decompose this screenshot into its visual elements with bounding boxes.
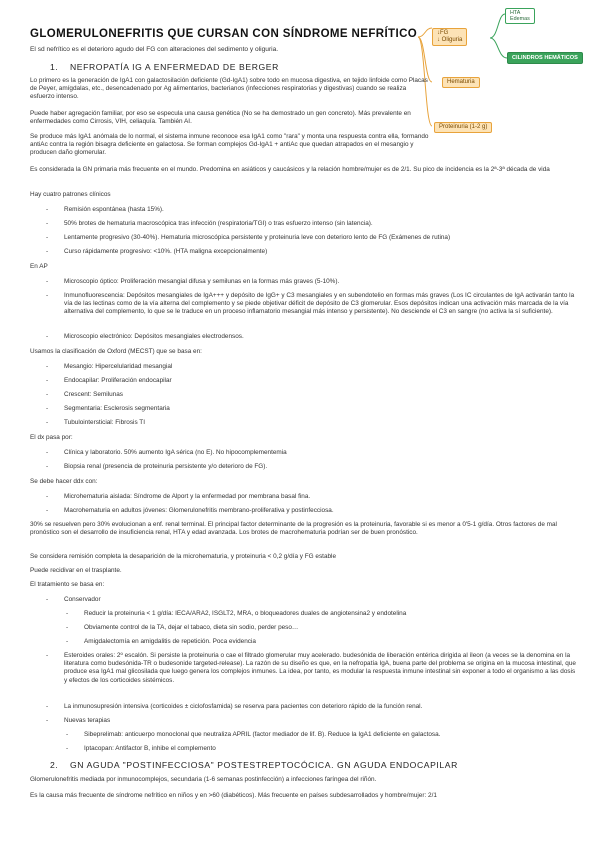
mindmap-node-symptoms <box>505 8 535 24</box>
list-item-text: Macrohematuria en adultos jóvenes: Glomerulonefritis membrano-proliferativa y postinfecciosa. <box>64 507 334 514</box>
list-item-text: Iptacopan: Antifactor B, inhibe el complemento <box>84 745 216 752</box>
mindmap-node-hta-label: HTA <box>510 10 521 16</box>
section-2-heading <box>50 760 458 770</box>
list-item-text: Mesangio: Hipercelularidad mesangial <box>64 363 173 370</box>
list-item: - Reducir la proteinuria < 1 g/día: IECA/ARA2, ISGLT2, MRA, o bloqueadores duales de angiotensina2 y endotelina <box>66 610 576 618</box>
list-item-text: Lentamente progresivo (30-40%). Hematuria microscópica persistente y proteinuria leve con deterioro lento de FG (Exámenes de rutina) <box>64 234 451 241</box>
oxford-intro: Usamos la clasificación de Oxford (MECST) que se basa en: <box>30 348 202 355</box>
section-1-paragraph: Lo primero es la generación de IgA1 con galactosilación deficiente (Gd-IgA1) sobre todo en mucosa digestiva, en tejido linfoide como Placas de Peyer, amígdalas, etc., desencadenado por Ag alimentarios, bacterianos (infecciones respiratorias y digestivas) cuando se realiza esfuerzo intenso. <box>30 77 428 101</box>
section-1-heading <box>50 62 279 72</box>
list-item: - Iptacopan: Antifactor B, inhibe el complemento <box>66 745 576 753</box>
list-item-text: Conservador <box>64 596 101 603</box>
section-2-number: 2. <box>50 760 59 770</box>
list-item: - Microhematuria aislada: Síndrome de Alport y la enfermedad por membrana basal fina. <box>46 493 576 501</box>
list-item: - Tubulointersticial: Fibrosis TI <box>46 419 576 427</box>
section-1-paragraph: 30% se resuelven pero 30% evolucionan a enf. renal terminal. El principal factor determinante de la progresión es la proteinuria, favorable si es menor a 0'5-1 g/día. Otros factores de mal pronóstico son el desarrollo de insuficiencia renal, HTA y edad avanzada. Los brotes de macrohematuria podrían ser de buen pronóstico. <box>30 521 557 537</box>
list-item: - Microscopio electrónico: Depósitos mesangiales electrodensos. <box>46 333 576 341</box>
list-item-text: Crescent: Semilunas <box>64 391 123 398</box>
list-item: - Endocapilar: Proliferación endocapilar <box>46 377 576 385</box>
list-item: - Crescent: Semilunas <box>46 391 576 399</box>
page-subtitle: El sd nefrítico es el deterioro agudo del FG con alteraciones del sedimento y oliguria. <box>30 46 279 53</box>
ddx-intro: Se debe hacer ddx con: <box>30 478 98 485</box>
list-item-text: Endocapilar: Proliferación endocapilar <box>64 377 172 384</box>
list-item: - Nuevas terapias <box>46 717 576 725</box>
mindmap-node-proteinuria: Proteinuria (1-2 g) <box>434 122 492 133</box>
mindmap-node-hematuria: Hematuria <box>442 77 480 88</box>
list-item-text: Obviamente control de la TA, dejar el tabaco, dieta sin sodio, perder peso… <box>84 624 299 631</box>
list-item-text: Reducir la proteinuria < 1 g/día: IECA/ARA2, ISGLT2, MRA, o bloqueadores duales de angiotensina2 y endotelina <box>84 610 407 617</box>
list-item-text: Segmentaria: Esclerosis segmentaria <box>64 405 170 412</box>
list-item-text: Sibeprelimab: anticuerpo monoclonal que neutraliza APRIL (factor mediador de lif. B). Reduce la IgA1 deficiente en galactosa. <box>84 731 441 738</box>
mindmap-node-edemas-label: Edemas <box>510 16 530 22</box>
list-item: - Remisión espontánea (hasta 15%). <box>46 206 576 214</box>
list-item-text: Microhematuria aislada: Síndrome de Alport y la enfermedad por membrana basal fina. <box>64 493 311 500</box>
list-item: - Conservador <box>46 596 576 604</box>
list-item-text: La inmunosupresión intensiva (corticoides ± ciclofosfamida) se reserva para pacientes con deterioro rápido de la función renal. <box>64 703 423 710</box>
list-item: - Inmunofluorescencia: Depósitos mesangiales de IgA+++ y depósito de IgG+ y C3 mesangiales y en subendotelio en formas más graves (Los IC circulantes de IgA activarán tanto la vía de las lectinas como de la vía alterna del complemento y se piede objetivar déficit de depósito de C3 glomerular. Esos depósitos indican una activación más marcada de la vía alternativa del complemento, lo que se le traduce en un proceso inflamatorio mesangial más intenso y persistente). No desciende el C3 en sangre (no activa la sí suficiente). <box>46 292 575 316</box>
list-item: - Mesangio: Hipercelularidad mesangial <box>46 363 576 371</box>
list-item-text: Curso rápidamente progresivo: <10%. (HTA maligna excepcionalmente) <box>64 248 268 255</box>
list-item-text: Remisión espontánea (hasta 15%). <box>64 206 164 213</box>
list-item: - Lentamente progresivo (30-40%). Hematuria microscópica persistente y proteinuria leve con deterioro lento de FG (Exámenes de rutina) <box>46 234 576 242</box>
list-item: - La inmunosupresión intensiva (corticoides ± ciclofosfamida) se reserva para pacientes con deterioro rápido de la función renal. <box>46 703 576 711</box>
section-2-title: GN AGUDA "POSTINFECCIOSA" POSTESTREPTOCÓCICA. GN AGUDA ENDOCAPILAR <box>70 760 458 770</box>
mindmap-node-fg-label: ↓FG <box>437 30 449 36</box>
section-1-paragraph: Puede recidivar en el trasplante. <box>30 567 122 574</box>
list-item: - 50% brotes de hematuria macroscópica tras infección (respiratoria/TGI) o tras esfuerzo intenso (sin latencia). <box>46 220 576 228</box>
section-1-number: 1. <box>50 62 59 72</box>
list-item: - Macrohematuria en adultos jóvenes: Glomerulonefritis membrano-proliferativa y postinfecciosa. <box>46 507 576 515</box>
tx-intro: El tratamiento se basa en: <box>30 581 105 588</box>
list-item: - Esteroides orales: 2º escalón. Si persiste la proteinuria o cae el filtrado glomerular muy acelerado. budesónida de liberación entérica dirigida al íleon (a veces se la denomina en la literatura como budesónida-TR o budesonide targeted-release). La razón de su diseño es que, en la nefropatía IgA, buena parte del problema se origina en la mucosa intestinal, que produce esa IgA1 mal glicosilada que luego genera los complejos inmunes. La idea, por tanto, es modular la respuesta inmune intestinal sin exponer a todo el organismo a las dosis y efectos de los corticoides sistémicos. <box>46 652 576 684</box>
list-item: - Curso rápidamente progresivo: <10%. (HTA maligna excepcionalmente) <box>46 248 576 256</box>
list-item: - Obviamente control de la TA, dejar el tabaco, dieta sin sodio, perder peso… <box>66 624 576 632</box>
list-item-text: Microscopio óptico: Proliferación mesangial difusa y semilunas en la formas más graves (5-10%). <box>64 278 340 285</box>
section-1-paragraph: Puede haber agregación familiar, por eso se especula una causa genética (No se ha demostrado un gen concreto). Más prevalente en enfermedades como Cirrosis, VIH, celiaquía. También AI. <box>30 110 411 126</box>
mindmap-node-fg <box>432 28 467 46</box>
ap-intro: En AP <box>30 263 48 270</box>
dx-intro: El dx pasa por: <box>30 434 73 441</box>
list-item-text: 50% brotes de hematuria macroscópica tras infección (respiratoria/TGI) o tras esfuerzo intenso (sin latencia). <box>64 220 373 227</box>
section-1-title: NEFROPATÍA IG A ENFERMEDAD DE BERGER <box>70 62 279 72</box>
list-item-text: Amigdalectomía en amigdalitis de repetición. Poca evidencia <box>84 638 256 645</box>
list-item: - Segmentaria: Esclerosis segmentaria <box>46 405 576 413</box>
section-1-paragraph: Se produce más IgA1 anómala de lo normal, el sistema inmune reconoce esa IgA1 como "rara" y monta una respuesta contra ella, formando antiAc contra la región bisagra deficiente en galactosa. Se forman complejos Gd-IgA1 + antiAc que quedan atrapados en el mesangio y producen daño glomerular. <box>30 133 429 157</box>
list-item-text: Inmunofluorescencia: Depósitos mesangiales de IgA+++ y depósito de IgG+ y C3 mesangiales y en subendotelio en formas más graves (Los IC circulantes de IgA activarán tanto la vía de las lectinas como de la vía alterna del complemento y se piede objetivar déficit de depósito de C3 glomerular. Esos depósitos indican una activación más marcada de la vía alternativa del complemento, lo que se le traduce en un proceso inflamatorio mesangial más intenso y persistente). No desciende el C3 en sangre (no activa la sí suficiente). <box>64 292 575 316</box>
list-item: - Biopsia renal (presencia de proteinuria persistente y/o deterioro de FG). <box>46 463 576 471</box>
patterns-intro: Hay cuatro patrones clínicos <box>30 191 111 198</box>
section-2-paragraph: Es la causa más frecuente de síndrome nefrítico en niños y en >60 (diabéticos). Más frecuente en países subdesarrollados y hombre/mujer: 2/1 <box>30 792 437 799</box>
list-item: - Sibeprelimab: anticuerpo monoclonal que neutraliza APRIL (factor mediador de lif. B). Reduce la IgA1 deficiente en galactosa. <box>66 731 576 739</box>
list-item-text: Biopsia renal (presencia de proteinuria persistente y/o deterioro de FG). <box>64 463 268 470</box>
list-item-text: Clínica y laboratorio. 50% aumento IgA sérica (no E). No hipocomplementemia <box>64 449 287 456</box>
page-title: GLOMERULONEFRITIS QUE CURSAN CON SÍNDROME NEFRÍTICO <box>30 28 418 40</box>
mindmap-node-cilindros: CILINDROS HEMÁTICOS <box>507 52 583 64</box>
section-2-paragraph: Glomerulonefritis mediada por inmunocomplejos, secundaria (1-6 semanas postinfección) a infecciones faríngea del riñón. <box>30 776 377 783</box>
list-item-text: Nuevas terapias <box>64 717 111 724</box>
list-item: - Clínica y laboratorio. 50% aumento IgA sérica (no E). No hipocomplementemia <box>46 449 576 457</box>
list-item-text: Tubulointersticial: Fibrosis TI <box>64 419 145 426</box>
list-item-text: Microscopio electrónico: Depósitos mesangiales electrodensos. <box>64 333 244 340</box>
list-item: - Amigdalectomía en amigdalitis de repetición. Poca evidencia <box>66 638 576 646</box>
list-item-text: Esteroides orales: 2º escalón. Si persiste la proteinuria o cae el filtrado glomerular muy acelerado. budesónida de liberación entérica dirigida al íleon (a veces se la denomina en la literatura como budesónida-TR o budesonide targeted-release). La razón de su diseño es que, en la nefropatía IgA, buena parte del problema se origina en la mucosa intestinal, que produce esa IgA1 mal glicosilada que luego genera los complejos inmunes. La idea, por tanto, es modular la respuesta inmune intestinal sin exponer a todo el organismo a las dosis y efectos de los corticoides sistémicos. <box>64 652 576 684</box>
mindmap-node-oliguria-label: ↓ Oliguria <box>437 37 463 43</box>
section-1-paragraph: Se considera remisión completa la desaparición de la microhematuria, y proteinuria < 0,2 g/día y FG estable <box>30 553 337 560</box>
section-1-paragraph: Es considerada la GN primaria más frecuente en el mundo. Predomina en asiáticos y caucásicos y la relación hombre/mujer es de 2/1. Su pico de incidencia es la 2ª-3ª década de vida <box>30 166 550 173</box>
list-item: - Microscopio óptico: Proliferación mesangial difusa y semilunas en la formas más graves (5-10%). <box>46 278 576 286</box>
